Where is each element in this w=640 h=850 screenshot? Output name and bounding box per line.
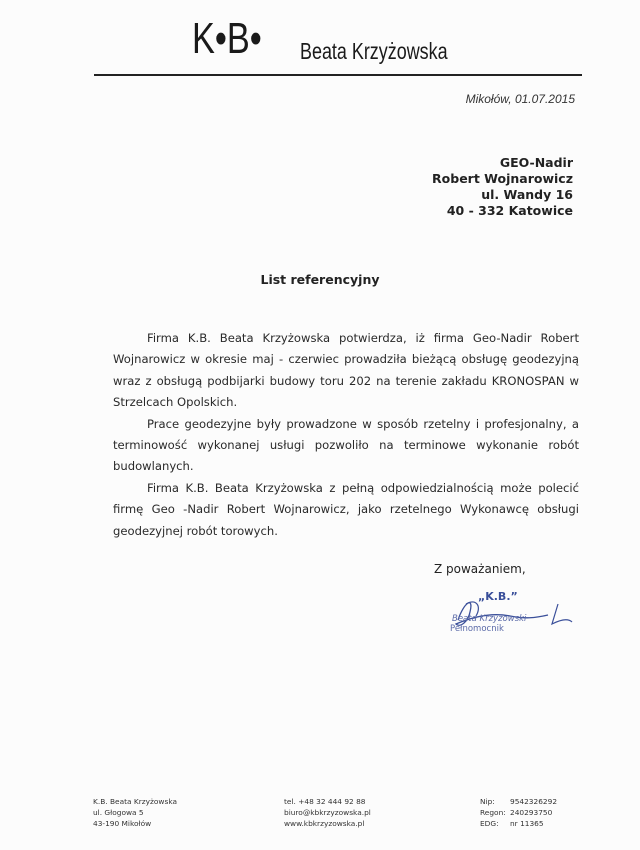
- body-paragraph-2: Prace geodezyjne były prowadzone w sposób rzetelny i profesjonalny, a terminowość wykonanej usługi pozwoliło na terminowe wykonanie robót budowlanych.: [113, 416, 579, 474]
- footer-city: 43-190 Mikołów: [93, 819, 152, 828]
- recipient-address: [432, 155, 573, 219]
- footer-company: K.B. Beata Krzyżowska: [93, 797, 177, 806]
- footer-phone: tel. +48 32 444 92 88: [284, 797, 366, 806]
- footer-edg-row: [480, 818, 557, 829]
- letter-subject: List referencyjny: [260, 272, 380, 287]
- stamp-line-1: „K.B.”: [478, 590, 518, 603]
- footer-registration: [480, 796, 557, 829]
- letter-body: [113, 328, 579, 542]
- letterhead-divider: [94, 74, 582, 76]
- stamp-line-2: Beata Krzyżowski: [452, 614, 527, 624]
- footer-nip-label: Nip:: [480, 797, 495, 806]
- recipient-street: ul. Wandy 16: [481, 187, 573, 202]
- footer-website: www.kbkrzyzowska.pl: [284, 819, 365, 828]
- logo-mark: K•B•: [192, 14, 262, 63]
- recipient-person: Robert Wojnarowicz: [432, 171, 573, 186]
- footer-edg-label: EDG:: [480, 819, 499, 828]
- footer-regon-label: Regon:: [480, 808, 506, 817]
- stamp-line-3: Pełnomocnik: [450, 624, 504, 634]
- signature-stamp: [430, 582, 580, 642]
- signature-stamp-graphic: [430, 582, 580, 642]
- footer-nip-row: [480, 796, 557, 807]
- recipient-company: GEO-Nadir: [499, 155, 573, 170]
- footer-nip-value: 9542326292: [510, 797, 558, 806]
- footer-regon-row: [480, 807, 557, 818]
- footer-contact: [284, 796, 371, 829]
- footer-address: [93, 796, 177, 829]
- letter-date: Mikołów, 01.07.2015: [465, 92, 575, 106]
- footer-street: ul. Głogowa 5: [93, 808, 144, 817]
- recipient-city: 40 - 332 Katowice: [446, 203, 573, 218]
- footer-email: biuro@kbkrzyzowska.pl: [284, 808, 371, 817]
- body-paragraph-3: Firma K.B. Beata Krzyżowska z pełną odpowiedzialnością może polecić firmę Geo -Nadir Robert Wojnarowicz, jako rzetelnego Wykonawcę obsługi geodezyjnej robót torowych.: [113, 480, 579, 538]
- logo-company-name: Beata Krzyżowska: [300, 38, 448, 64]
- footer-regon-value: 240293750: [510, 808, 553, 817]
- footer-edg-value: nr 11365: [510, 819, 544, 828]
- closing-salutation: Z poważaniem,: [434, 562, 526, 576]
- body-paragraph-1: Firma K.B. Beata Krzyżowska potwierdza, iż firma Geo-Nadir Robert Wojnarowicz w okresie maj - czerwiec prowadziła bieżącą obsługę geodezyjną wraz z obsługą podbijarki budowy toru 202 na terenie zakładu KRONOSPAN w Strzelcach Opolskich.: [113, 331, 579, 410]
